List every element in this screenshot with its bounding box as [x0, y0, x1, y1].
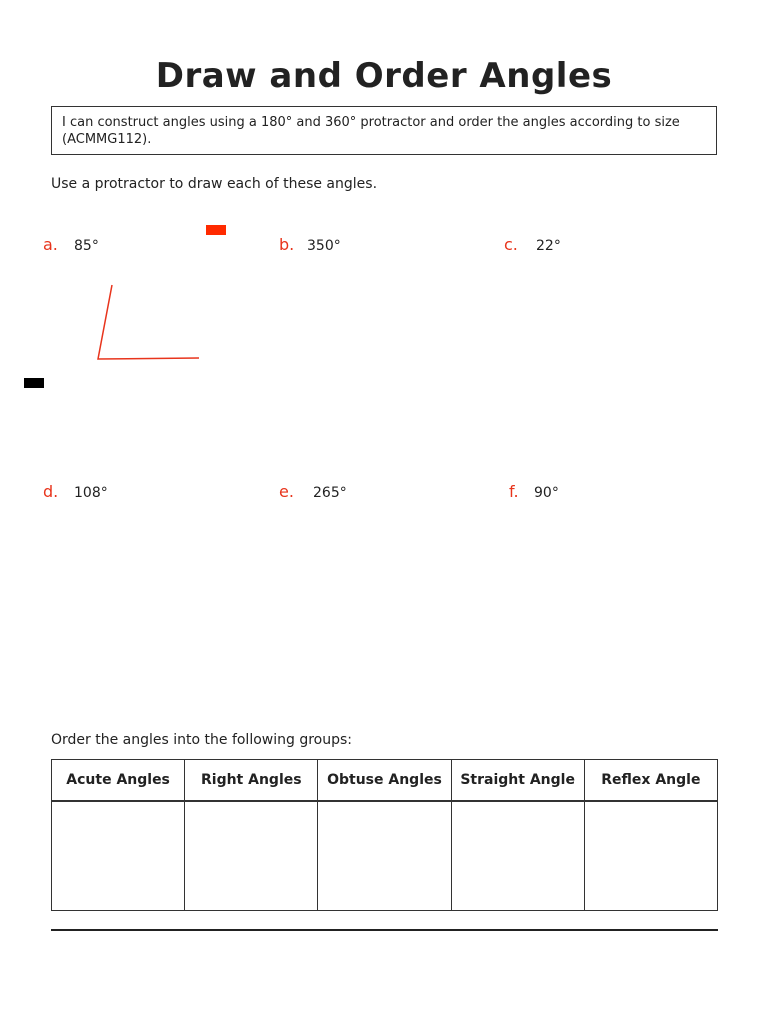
table-answer-row: [52, 801, 718, 911]
angle-value: 350°: [307, 238, 341, 254]
angle-value: 85°: [74, 238, 99, 254]
header-straight-angle: Straight Angle: [451, 760, 584, 802]
answer-cell-right[interactable]: [185, 801, 318, 911]
footer-divider: [51, 929, 718, 931]
answer-cell-reflex[interactable]: [584, 801, 717, 911]
angle-value: 90°: [534, 485, 559, 501]
angle-letter: f.: [509, 482, 519, 501]
angle-letter: d.: [43, 482, 59, 501]
drawn-angle-line: [98, 285, 199, 359]
angle-letter: b.: [279, 235, 295, 254]
black-marker: [24, 378, 44, 388]
angle-letter: a.: [43, 235, 58, 254]
table-header-row: [52, 760, 718, 802]
angle-item-e: [279, 481, 347, 503]
page-title: Draw and Order Angles: [155, 56, 613, 96]
draw-instruction: Use a protractor to draw each of these angles.: [51, 176, 378, 192]
angle-value: 265°: [313, 485, 347, 501]
angle-groups-table: [51, 759, 718, 911]
answer-cell-straight[interactable]: [451, 801, 584, 911]
answer-cell-obtuse[interactable]: [318, 801, 451, 911]
angle-item-f: [509, 481, 559, 503]
header-acute-angles: Acute Angles: [52, 760, 185, 802]
learning-objective-box: I can construct angles using a 180° and 360° protractor and order the angles according to size (ACMMG112).: [51, 106, 717, 155]
angle-value: 22°: [536, 238, 561, 254]
angle-letter: c.: [504, 235, 518, 254]
order-instruction: Order the angles into the following groups:: [51, 732, 352, 748]
header-obtuse-angles: Obtuse Angles: [318, 760, 451, 802]
angle-letter: e.: [279, 482, 294, 501]
header-right-angles: Right Angles: [185, 760, 318, 802]
angle-value: 108°: [74, 485, 108, 501]
header-reflex-angle: Reflex Angle: [584, 760, 717, 802]
answer-cell-acute[interactable]: [52, 801, 185, 911]
angle-item-d: [43, 481, 108, 503]
